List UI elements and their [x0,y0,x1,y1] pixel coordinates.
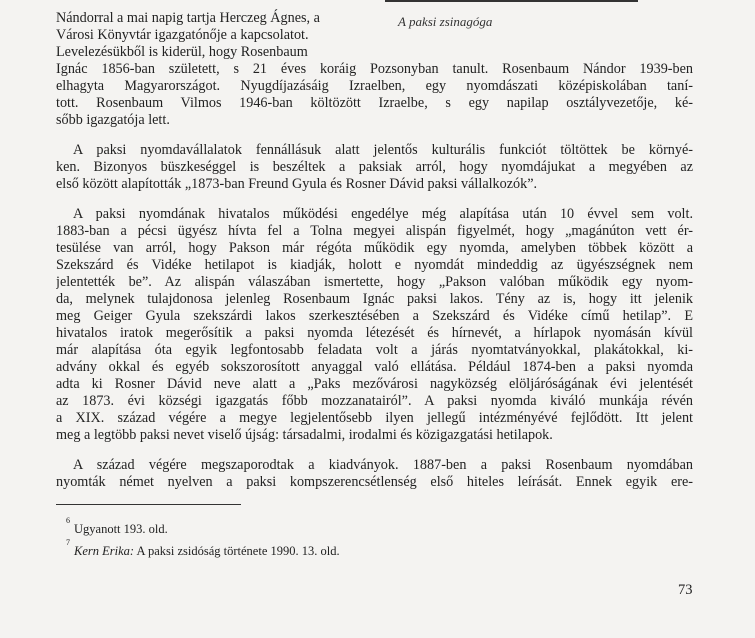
footnote-7 [66,540,340,559]
footnote-number: 6 [66,516,70,525]
text-line: adta ki Rosner Dávid neve alatt a „Paks mezővárosi nagyközség elöljáróságának évi jelentését [56,376,693,392]
footnote-text: Ugyanott 193. old. [74,522,168,537]
text-line: Nándorral a mai napig tartja Herczeg Ágnes, a [56,10,320,26]
text-line: sőbb igazgatója lett. [56,112,170,128]
text-line: A század végére megszaporodtak a kiadványok. 1887-ben a paksi Rosenbaum nyomdában [73,457,693,473]
text-line: meg Geiger Gyula szekszárdi lakos szerkesztésében a Szekszárd és Vidéke című hetilap”. E [56,308,693,324]
text-line: Levelezésükből is kiderül, hogy Rosenbaum [56,44,308,60]
text-line: Városi Könyvtár igazgatónője a kapcsolatot. [56,27,309,43]
footnote-number: 7 [66,538,70,547]
text-line: tott. Rosenbaum Vilmos 1946-ban költözött Izraelbe, s egy napilap osztályvezetője, ké- [56,95,693,111]
text-line: Szekszárd és Vidéke hetilapot is kiadják, holott e nyomdát mindeddig az ügyészségnek nem [56,257,693,273]
footnote-text: A paksi zsidóság története 1990. 13. old. [134,544,340,559]
caption-top-rule [385,0,638,2]
text-line: meg a legtöbb paksi nevet viselő újság: társadalmi, irodalmi és közigazgatási hetilapok. [56,427,553,443]
footnote-6 [66,518,168,537]
footnote-divider [56,504,241,505]
text-line: elhagyta Magyarországot. Nyugdíjazásáig Izraelben, egy nyomdászati középiskolában taní- [56,78,693,94]
image-caption: A paksi zsinagóga [398,14,493,29]
text-line: az 1873. évi községi igazgatás főbb mozzanatairól”. A paksi nyomda kiváló munkája révén [56,393,693,409]
text-line: ken. Bizonyos büszkeséggel is beszéltek a paksiak arról, hogy nyomdájukat a megyében az [56,159,693,175]
text-line: első között alapították „1873-ban Freund Gyula és Rosner Dávid paksi vállalkozók”. [56,176,538,192]
text-line: A paksi nyomdavállalatok fennállásuk alatt jelentős kulturális funkciót töltöttek be környé- [73,142,693,158]
text-line: a XIX. század végére a megye legjelentősebb ilyen jellegű intézményévé fejlődött. Itt jelent [56,410,693,426]
text-line: tesülése van arról, hogy Pakson már régóta működik egy nyomda, amelyben többek között a [56,240,693,256]
text-line: A paksi nyomdának hivatalos működési engedélye még alapítása után 10 évvel sem volt. [73,206,693,222]
text-line: Ignác 1856-ban született, s 21 éves koráig Pozsonyban tanult. Rosenbaum Nándor 1939-ben [56,61,693,77]
text-line: hivatalos iratok megerősítik a paksi nyomda létezését és hírnevét, a hírlapok nyomásán kívül [56,325,693,341]
text-line: 1883-ban a pécsi ügyész hívta fel a Tolna megyei alispán figyelmét, hogy „magánúton vett ér- [56,223,693,239]
text-line: da, melynek tulajdonosa jelenleg Rosenbaum Ignác paksi lakos. Tény az is, hogy itt jelenik [56,291,693,307]
text-line: már alapítása óta egyik legfontosabb feladata volt a járás nyomtatványokkal, plakátokkal, ki- [56,342,693,358]
footnote-author: Kern Erika: [74,544,135,559]
text-line: jelentették be”. Az alispán válaszában ismertette, hogy „Pakson valóban működik egy nyom- [56,274,693,290]
page-number: 73 [678,582,693,598]
text-line: nyomták német nyelven a paksi kompszerencsétlenség első hiteles leírását. Ennek egyik ere- [56,474,693,490]
text-line: advány okkal és egyéb sokszorosított anyaggal való ellátása. Például 1874-ben a paksi nyomda [56,359,693,375]
